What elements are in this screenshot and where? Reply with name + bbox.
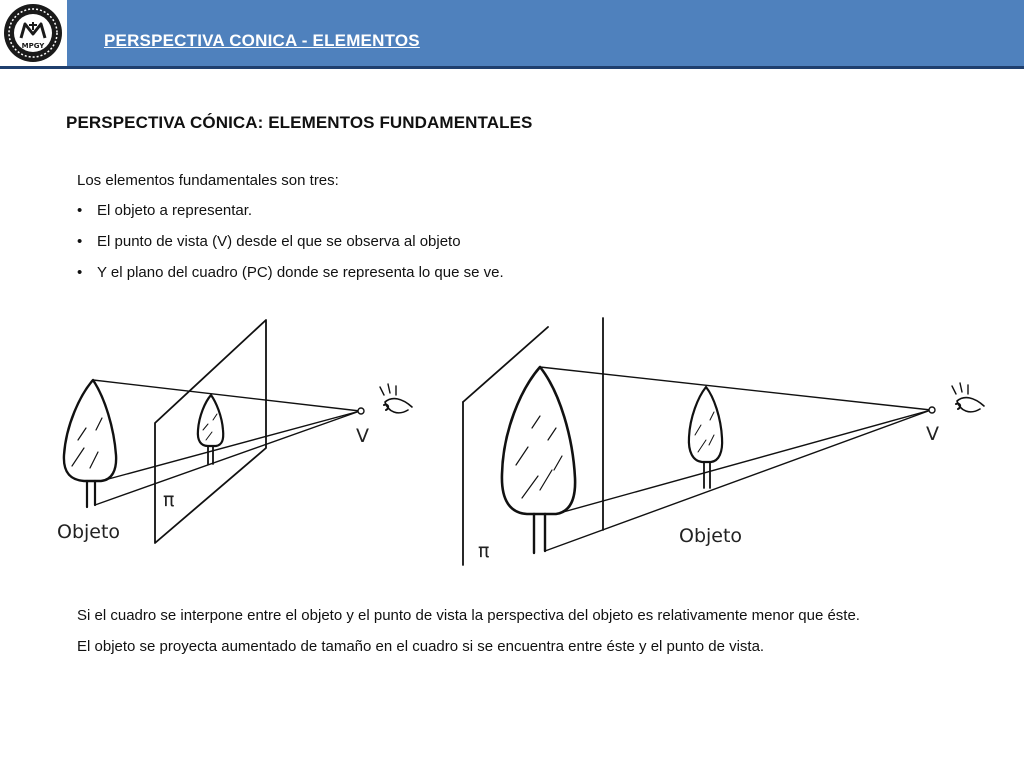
perspective-diagram — [40, 312, 1000, 577]
object-label: Objeto — [57, 521, 121, 543]
viewpoint-label: V — [926, 423, 939, 445]
viewpoint-label: V — [356, 425, 369, 447]
slide-title: PERSPECTIVA CÓNICA: ELEMENTOS FUNDAMENTALES — [66, 113, 533, 132]
visual-ray — [556, 410, 931, 514]
list-item-text: El punto de vista (V) desde el que se observa al objeto — [97, 233, 461, 250]
institution-logo — [0, 0, 67, 66]
projected-tree-icon — [502, 367, 575, 553]
bullet-icon: • — [77, 264, 83, 281]
bullet-icon: • — [77, 202, 83, 219]
visual-ray — [95, 411, 360, 505]
intro-text: Los elementos fundamentales son tres: — [77, 172, 339, 189]
header-title: PERSPECTIVA CONICA - ELEMENTOS — [104, 31, 420, 50]
diagram-left — [57, 320, 412, 543]
plane-label: π — [478, 540, 490, 562]
visual-ray — [101, 411, 360, 481]
picture-plane-edge — [463, 327, 548, 402]
logo-emblem-icon — [2, 2, 64, 64]
explanation-text: El objeto se proyecta aumentado de tamaño en el cuadro si se encuentra entre éste y el punto de vista. — [77, 638, 765, 655]
elements-list — [77, 202, 504, 295]
viewpoint-marker — [929, 407, 935, 413]
list-item-text: Y el plano del cuadro (PC) donde se representa lo que se ve. — [97, 264, 504, 281]
object-label: Objeto — [679, 525, 743, 547]
object-tree-icon — [64, 380, 116, 507]
visual-ray — [540, 367, 931, 410]
plane-label: π — [163, 489, 175, 511]
visual-ray — [93, 380, 360, 411]
list-item — [77, 202, 504, 233]
list-item-text: El objeto a representar. — [97, 202, 253, 219]
bullet-icon: • — [77, 233, 83, 250]
viewpoint-marker — [358, 408, 364, 414]
list-item — [77, 264, 504, 295]
diagram-right — [463, 318, 984, 565]
explanation-text: Si el cuadro se interpone entre el objeto y el punto de vista la perspectiva del objeto es relativamente menor que éste. — [77, 607, 860, 624]
svg-text:MPGY: MPGY — [21, 42, 45, 50]
list-item — [77, 233, 504, 264]
eye-icon — [380, 384, 412, 413]
header-divider — [0, 66, 1024, 69]
eye-icon — [952, 383, 984, 412]
